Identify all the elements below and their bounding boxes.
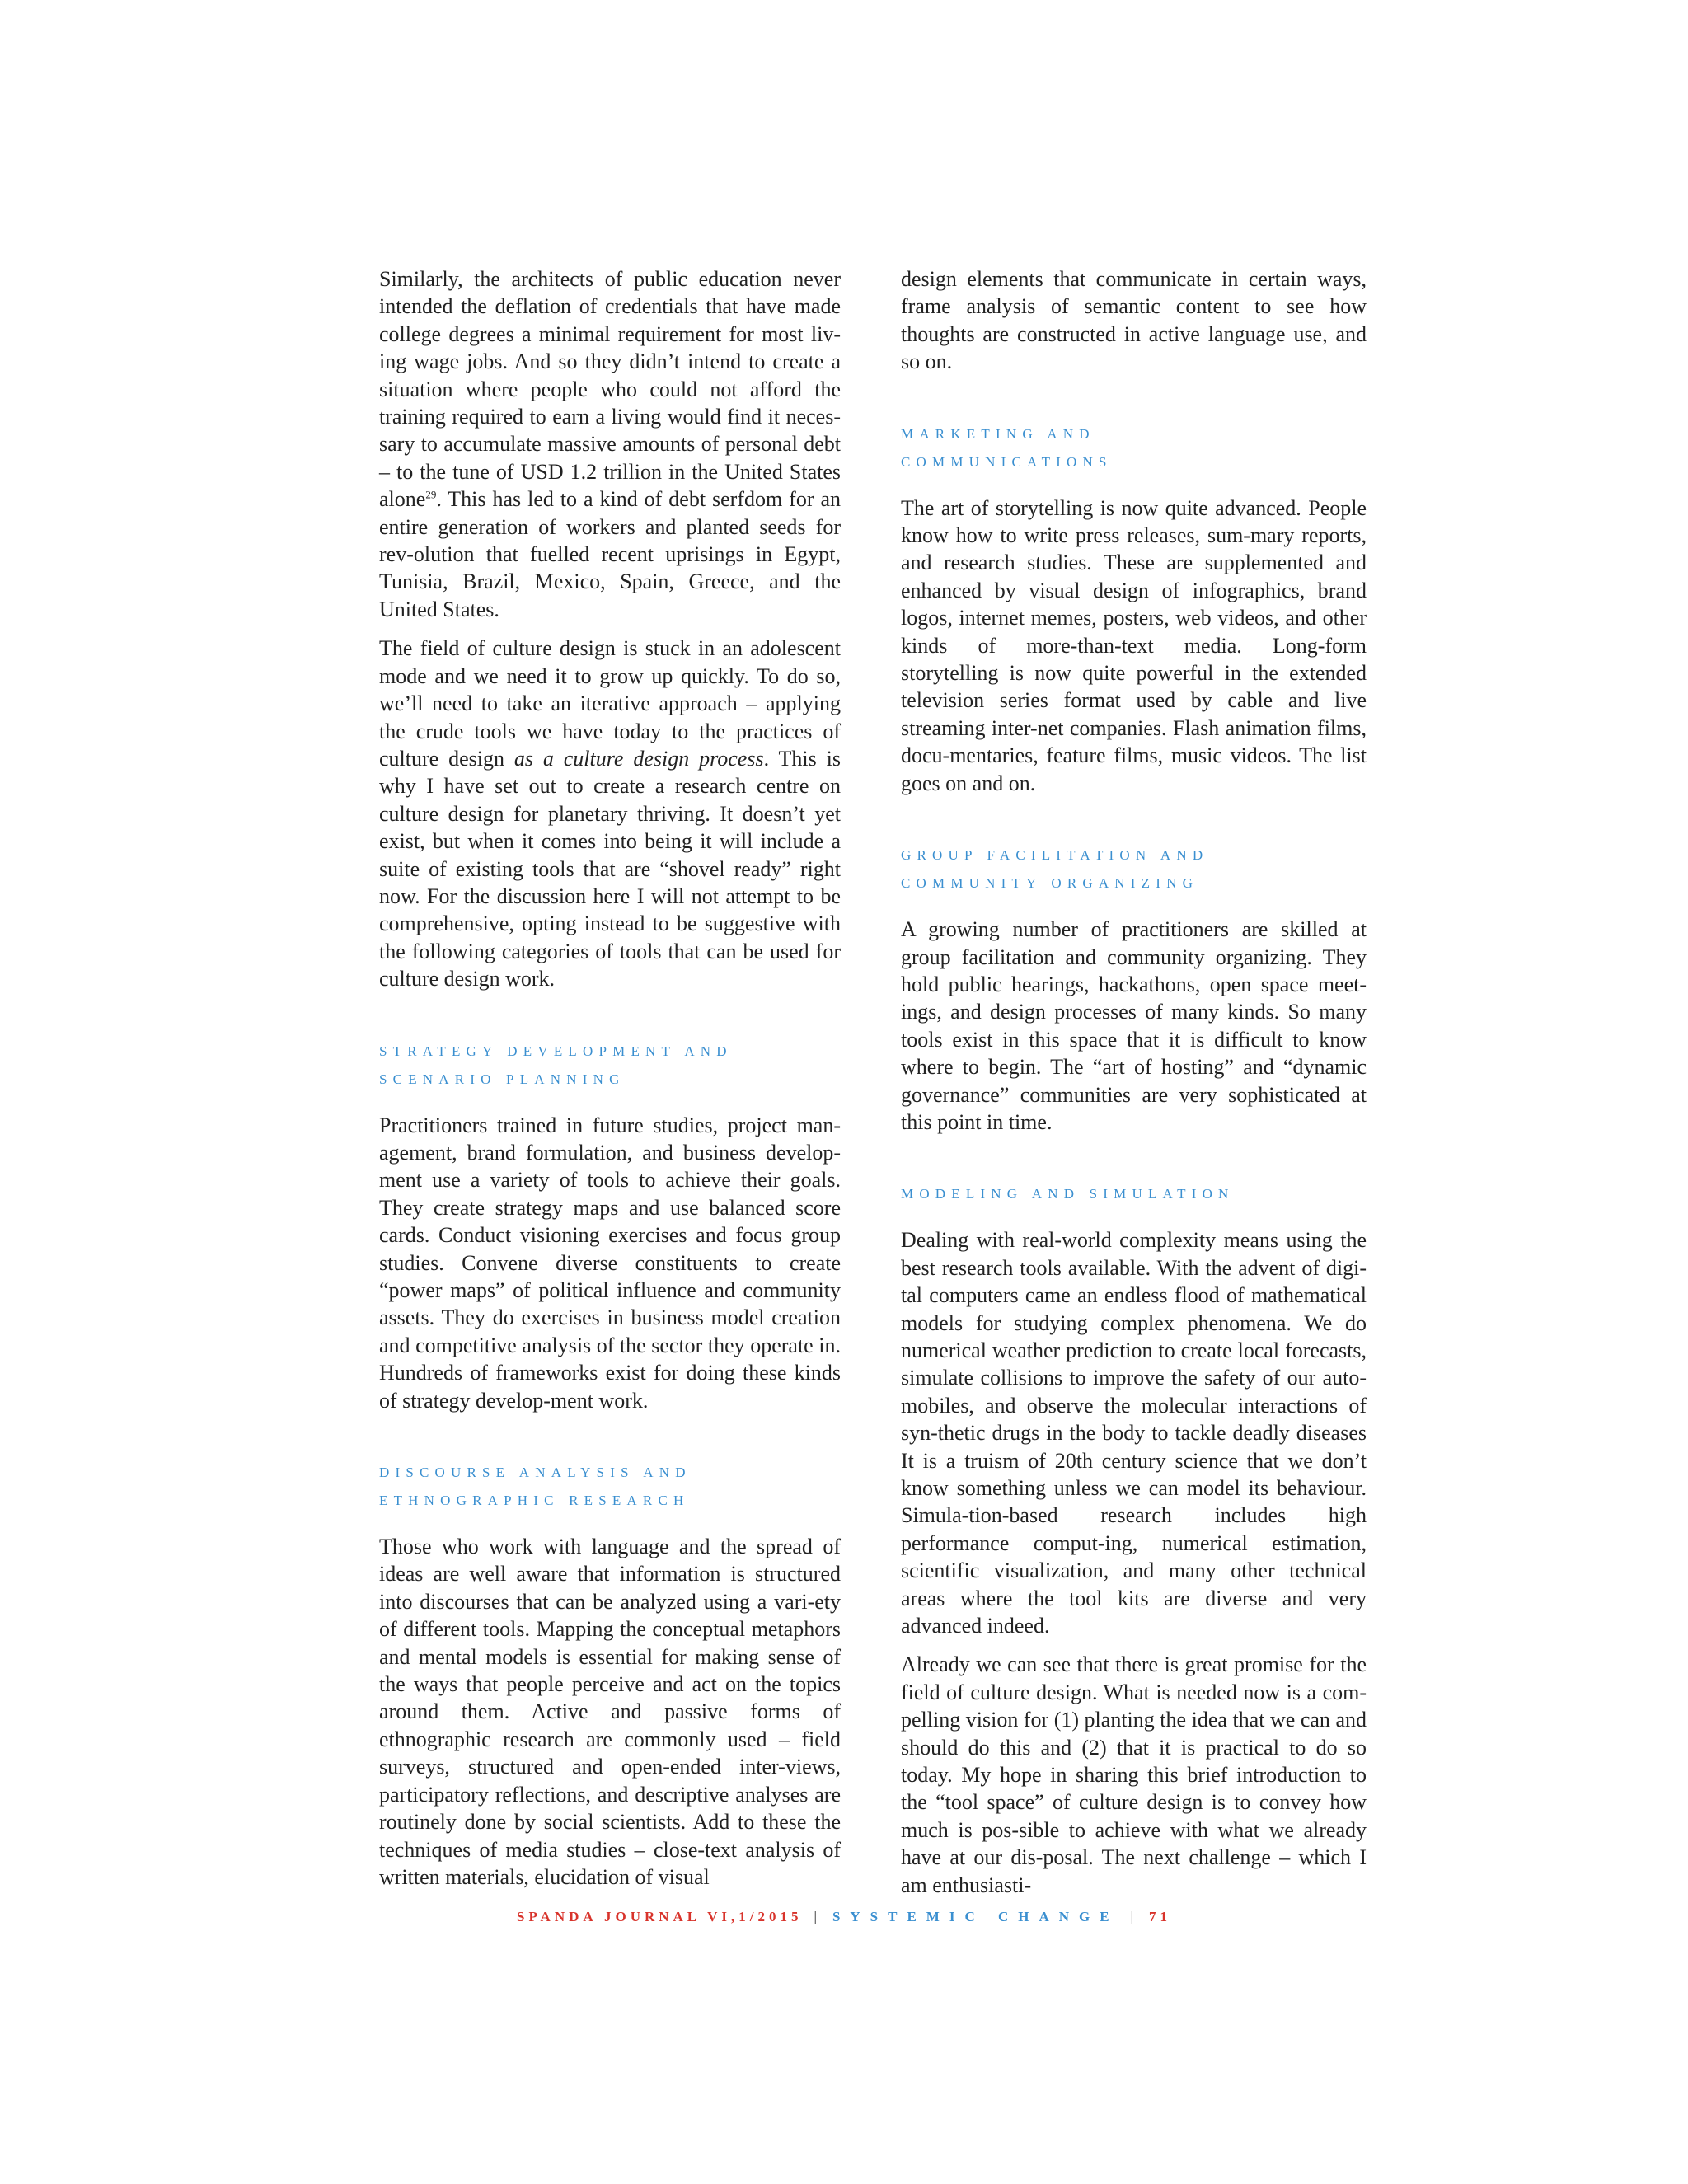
paragraph-modeling: Dealing with real-world complexity means using the best research tools available. With the advent of digi-tal computers came an endless flood of mathematical models for studying complex phenomena. We do numerical weather prediction to create local forecasts, simulate collisions to improve the safety of our auto-mobiles, and observe the molecular interactions of syn-thetic drugs in the body to tackle deadly diseases It is a truism of 20th century science that we don’t know something unless we can model its behaviour. Simula-tion-based research includes high performance comput-ing, numerical estimation, scientific visualization, and many other technical areas where the tool kits are diverse and very advanced indeed. (901, 1228, 1367, 1638)
journal-title: SPANDA JOURNAL VI,1/2015 (516, 1909, 803, 1924)
page-footer (0, 1909, 1688, 1925)
section-heading-strategy (379, 1038, 841, 1094)
right-column (901, 265, 1367, 1910)
paragraph-debt (379, 265, 841, 623)
heading-line: STRATEGY DEVELOPMENT AND (379, 1043, 733, 1059)
paragraph-text: . This is why I have set out to create a research centre on culture design for planetary thriving. It doesn’t yet exist, but when it comes into being it will include a suite of existing tools that are “shovel ready” right now. For the discussion here I will not attempt to be comprehensive, opting instead to be suggestive with the following categories of tools that can be used for culture design work. (379, 746, 841, 991)
footnote-marker: 29 (425, 488, 437, 501)
footer-separator: | (814, 1909, 821, 1924)
page-number: 71 (1149, 1909, 1172, 1924)
left-column (379, 265, 841, 1902)
paragraph-marketing: The art of storytelling is now quite advanced. People know how to write press releases, sum-mary reports, and research studies. These are supplemented and enhanced by visual design of infographics, brand logos, internet memes, posters, web videos, and other kinds of more-than-text media. Long-form storytelling is now quite powerful in the extended television series format used by cable and live streaming inter-net companies. Flash animation films, docu-mentaries, feature films, music videos. The list goes on and on. (901, 495, 1367, 795)
paragraph-text: The field of culture design is stuck in an adolescent mode and we need it to grow up quickly. To do so, we’ll need to take an iterative approach – applying the crude tools we have today to the practices of culture design (379, 636, 841, 771)
footer-separator: | (1130, 1909, 1138, 1924)
section-heading-discourse (379, 1459, 841, 1515)
paragraph-facilitation: A growing number of practitioners are skilled at group facilitation and community organizing. They hold public hearings, hackathons, open space meet-ings, and design processes of many kinds. So many tools exist in this space that it is difficult to know where to begin. The “art of hosting” and “dynamic governance” communities are very sophisticated at this point in time. (901, 917, 1367, 1134)
section-title: SYSTEMIC CHANGE (832, 1909, 1119, 1924)
heading-line: ETHNOGRAPHIC RESEARCH (379, 1493, 690, 1509)
section-heading-modeling (901, 1180, 1367, 1208)
heading-line: COMMUNICATIONS (901, 453, 1113, 470)
paragraph-continued: design elements that communicate in certain ways, frame analysis of semantic content to see how thoughts are constructed in active language use, and so on. (901, 267, 1367, 374)
paragraph-strategy: Practitioners trained in future studies, project man-agement, brand formulation, and business develop-ment use a variety of tools to achieve their goals. They create strategy maps and use balanced score cards. Conduct visioning exercises and focus group studies. Convene diverse constituents to create “power maps” of political influence and community assets. They do exercises in business model creation and competitive analysis of the sector they operate in. Hundreds of frameworks exist for doing these kinds of strategy develop-ment work. (379, 1113, 841, 1413)
heading-line: MODELING AND SIMULATION (901, 1186, 1235, 1202)
heading-line: GROUP FACILITATION AND (901, 847, 1209, 864)
heading-line: COMMUNITY ORGANIZING (901, 875, 1199, 892)
paragraph-discourse: Those who work with language and the spread of ideas are well aware that information is structured into discourses that can be analyzed using a vari-ety of different tools. Mapping the conceptual metaphors and mental models is essential for making sense of the ways that people perceive and act on the topics around them. Active and passive forms of ethnographic research are commonly used – field surveys, structured and open-ended inter-views, participatory reflections, and descriptive analyses are routinely done by social scientists. Add to these the techniques of media studies – close-text analysis of written materials, elucidation of visual (379, 1535, 841, 1889)
paragraph-conclusion: Already we can see that there is great promise for the field of culture design. What is needed now is a com-pelling vision for (1) planting the idea that we can and should do this and (2) that it is practical to do so today. My hope in sharing this brief introduction to the “tool space” of culture design is to convey how much is pos-sible to achieve with what we already have at our dis-posal. The next challenge – which I am enthusiasti- (901, 1652, 1367, 1897)
emphasis-text: as a culture design process (513, 746, 764, 771)
paragraph-text: Similarly, the architects of public education never intended the deflation of credentials that have made college degrees a minimal requirement for most liv-ing wage jobs. And so they didn’t intend to create a situation where people who could not afford the training required to earn a living would find it neces-sary to accumulate massive amounts of personal debt – to the tune of USD 1.2 trillion in the United States alone (379, 267, 841, 512)
paragraph-text: . This has led to a kind of debt serfdom for an entire generation of workers and planted seeds for rev-olution that fuelled recent uprisings in Egypt, Tunisia, Brazil, Mexico, Spain, Greece, and the United States. (379, 487, 841, 621)
section-heading-marketing (901, 420, 1367, 476)
heading-line: DISCOURSE ANALYSIS AND (379, 1465, 692, 1481)
section-heading-facilitation (901, 841, 1367, 898)
paragraph-culture-design (379, 635, 841, 992)
heading-line: SCENARIO PLANNING (379, 1071, 626, 1087)
heading-line: MARKETING AND (901, 425, 1095, 442)
